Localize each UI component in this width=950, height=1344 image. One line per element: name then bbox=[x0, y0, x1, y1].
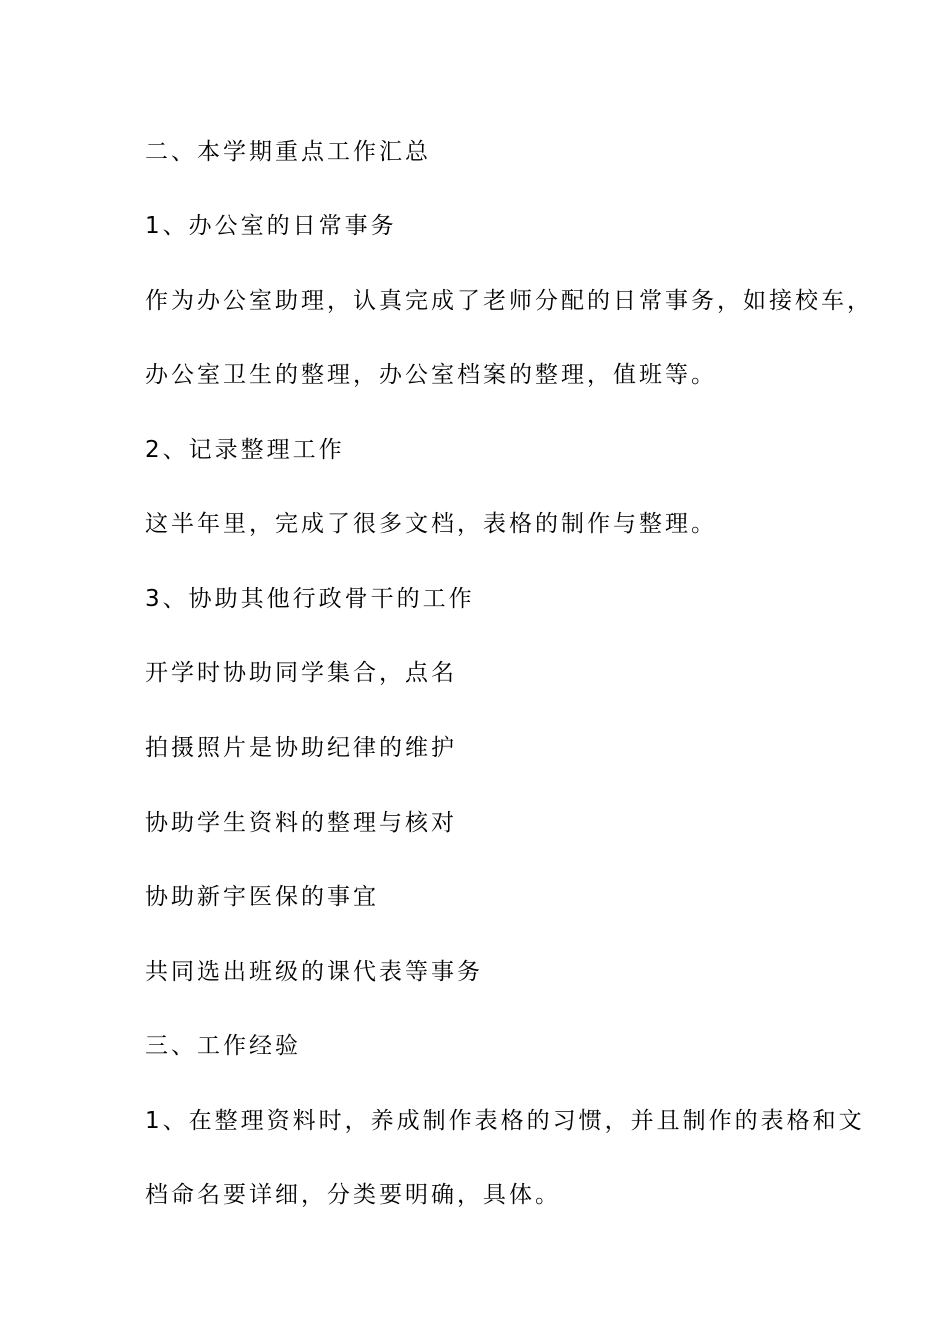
list-item: 共同选出班级的课代表等事务 bbox=[145, 959, 483, 985]
list-item: 协助新宇医保的事宜 bbox=[145, 884, 379, 910]
paragraph-line: 这半年里，完成了很多文档，表格的制作与整理。 bbox=[145, 511, 717, 537]
subheading-records: 2、记录整理工作 bbox=[145, 437, 345, 463]
list-item: 拍摄照片是协助纪律的维护 bbox=[145, 735, 457, 761]
list-item: 开学时协助同学集合，点名 bbox=[145, 660, 457, 686]
subheading-office-routine: 1、办公室的日常事务 bbox=[145, 213, 397, 239]
paragraph-line: 档命名要详细，分类要明确，具体。 bbox=[145, 1182, 561, 1208]
paragraph-line: 作为办公室助理，认真完成了老师分配的日常事务，如接校车， bbox=[145, 288, 873, 314]
section-heading-key-work: 二、本学期重点工作汇总 bbox=[145, 139, 431, 165]
list-item: 协助学生资料的整理与核对 bbox=[145, 810, 457, 836]
paragraph-line: 办公室卫生的整理，办公室档案的整理，值班等。 bbox=[145, 362, 717, 388]
subheading-assist-admin: 3、协助其他行政骨干的工作 bbox=[145, 586, 475, 612]
paragraph-line: 1、在整理资料时，养成制作表格的习惯，并且制作的表格和文 bbox=[145, 1108, 865, 1134]
section-heading-experience: 三、工作经验 bbox=[145, 1033, 301, 1059]
